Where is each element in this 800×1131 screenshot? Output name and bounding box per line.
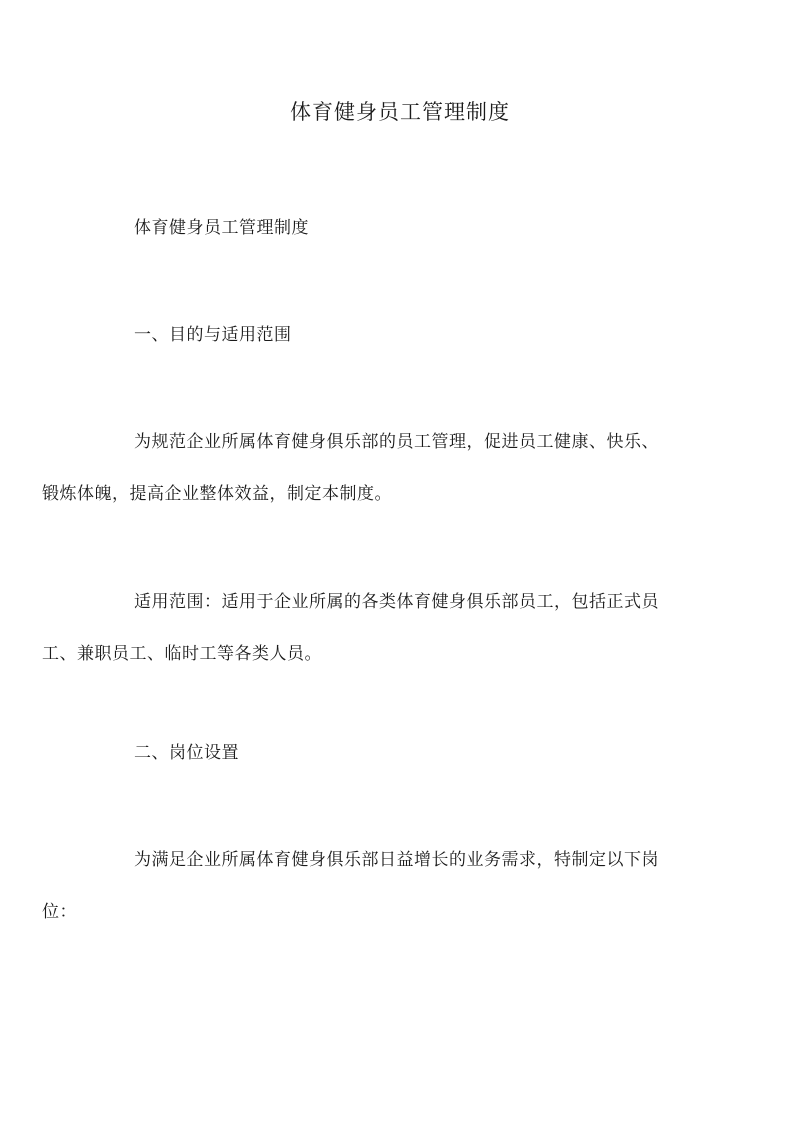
paragraph-line: 为满足企业所属体育健身俱乐部日益增长的业务需求，特制定以下岗 (134, 850, 659, 870)
subtitle-paragraph (88, 202, 712, 254)
paragraph-line: 为规范企业所属体育健身俱乐部的员工管理，促进员工健康、快乐、 (134, 432, 659, 452)
section-heading-purpose (88, 309, 712, 361)
purpose-paragraph (42, 416, 712, 520)
paragraph-line: 锻炼体魄，提高企业整体效益，制定本制度。 (42, 484, 392, 504)
paragraph-line: 适用范围：适用于企业所属的各类体育健身俱乐部员工，包括正式员 (134, 592, 659, 612)
paragraph-line: 一、目的与适用范围 (134, 325, 292, 345)
paragraph-line: 位： (42, 902, 77, 922)
paragraph-line: 体育健身员工管理制度 (134, 218, 309, 238)
paragraph-line: 二、岗位设置 (134, 743, 239, 763)
scope-paragraph (42, 576, 712, 680)
section-heading-positions (88, 727, 712, 779)
document-title: 体育健身员工管理制度 (290, 100, 510, 124)
positions-paragraph (42, 834, 712, 938)
paragraph-line: 工、兼职员工、临时工等各类人员。 (42, 644, 322, 664)
